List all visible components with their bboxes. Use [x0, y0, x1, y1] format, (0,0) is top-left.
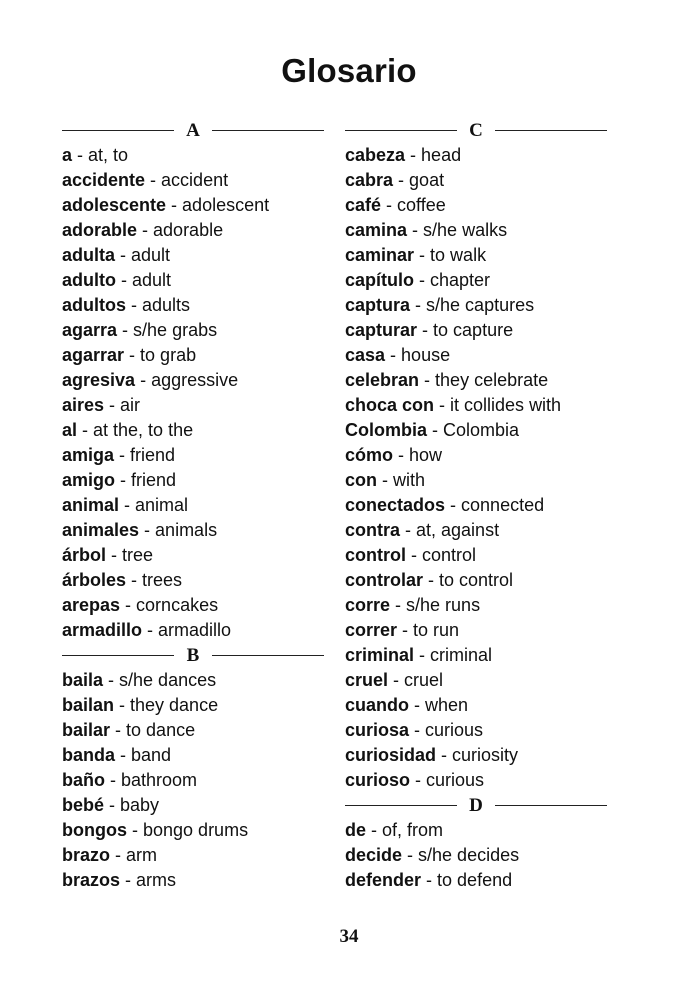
glossary-entry — [62, 718, 324, 743]
entry-definition: connected — [461, 495, 545, 515]
glossary-entry — [345, 768, 607, 793]
entry-separator: - — [166, 195, 183, 215]
glossary-entry — [62, 743, 324, 768]
entry-separator: - — [414, 645, 431, 665]
entry-definition: at, to — [88, 145, 129, 165]
entry-term: cruel — [345, 670, 389, 690]
entry-term: corre — [345, 595, 391, 615]
entry-definition: curious — [426, 770, 485, 790]
entry-term: adolescente — [62, 195, 167, 215]
entry-definition: criminal — [430, 645, 493, 665]
glossary-entry — [62, 493, 324, 518]
entry-definition: house — [401, 345, 451, 365]
entry-term: capítulo — [345, 270, 415, 290]
entry-definition: adult — [132, 270, 172, 290]
entry-separator: - — [409, 720, 426, 740]
glossary-entry — [345, 243, 607, 268]
glossary-entry — [62, 418, 324, 443]
entry-separator: - — [119, 495, 136, 515]
entry-separator: - — [381, 195, 398, 215]
entry-definition: how — [409, 445, 443, 465]
glossary-entry — [345, 868, 607, 893]
entry-term: agarrar — [62, 345, 125, 365]
entry-separator: - — [421, 870, 438, 890]
entry-term: capturar — [345, 320, 418, 340]
entry-definition: chapter — [430, 270, 491, 290]
entry-term: criminal — [345, 645, 415, 665]
glossary-entry — [62, 543, 324, 568]
section-rule — [212, 655, 324, 656]
glossary-entry — [345, 618, 607, 643]
glossary-entry — [62, 768, 324, 793]
section-rule — [62, 655, 174, 656]
entry-separator: - — [427, 420, 444, 440]
entry-term: correr — [345, 620, 398, 640]
entry-separator: - — [106, 545, 123, 565]
glossary-entry — [62, 468, 324, 493]
entry-separator: - — [103, 670, 120, 690]
glossary-entry — [62, 818, 324, 843]
entry-definition: bongo drums — [143, 820, 249, 840]
entry-separator: - — [393, 445, 410, 465]
glossary-column-right — [345, 118, 607, 893]
entry-term: animales — [62, 520, 140, 540]
section-rule — [62, 130, 174, 131]
entry-term: árbol — [62, 545, 107, 565]
glossary-entry — [345, 418, 607, 443]
glossary-column-left — [62, 118, 324, 893]
entry-separator: - — [115, 745, 132, 765]
glossary-entry — [345, 268, 607, 293]
entry-definition: they celebrate — [435, 370, 549, 390]
entry-term: agresiva — [62, 370, 136, 390]
entry-definition: Colombia — [443, 420, 520, 440]
entry-term: animal — [62, 495, 120, 515]
entry-separator: - — [436, 745, 453, 765]
entry-definition: arm — [126, 845, 158, 865]
entry-separator: - — [142, 620, 159, 640]
entry-definition: band — [131, 745, 172, 765]
entry-definition: adorable — [153, 220, 224, 240]
glossary-entry — [345, 368, 607, 393]
glossary-entry — [345, 593, 607, 618]
glossary-entry — [62, 868, 324, 893]
glossary-entry — [62, 393, 324, 418]
entry-separator: - — [414, 245, 431, 265]
section-rule — [495, 130, 607, 131]
entry-definition: s/he walks — [423, 220, 508, 240]
entry-separator: - — [390, 595, 407, 615]
entry-term: a — [62, 145, 73, 165]
entry-term: accidente — [62, 170, 146, 190]
glossary-entry — [345, 218, 607, 243]
entry-term: curiosa — [345, 720, 410, 740]
entry-term: cabra — [345, 170, 394, 190]
entry-definition: animal — [135, 495, 189, 515]
entry-term: cabeza — [345, 145, 406, 165]
entry-term: Colombia — [345, 420, 428, 440]
glossary-entry — [345, 393, 607, 418]
entry-term: aires — [62, 395, 105, 415]
entry-definition: s/he captures — [426, 295, 535, 315]
entry-term: baila — [62, 670, 104, 690]
glossary-entry — [345, 743, 607, 768]
entry-term: bebé — [62, 795, 105, 815]
glossary-entry — [62, 193, 324, 218]
section-header-b — [62, 643, 324, 668]
entry-term: árboles — [62, 570, 127, 590]
entry-term: caminar — [345, 245, 415, 265]
glossary-entry — [345, 543, 607, 568]
entry-separator: - — [120, 870, 137, 890]
entry-separator: - — [377, 470, 394, 490]
entry-separator: - — [393, 170, 410, 190]
entry-term: con — [345, 470, 378, 490]
entry-definition: trees — [142, 570, 183, 590]
glossary-entry — [345, 318, 607, 343]
entry-definition: when — [425, 695, 469, 715]
entry-definition: of, from — [382, 820, 444, 840]
entry-separator: - — [417, 320, 434, 340]
glossary-entry — [345, 193, 607, 218]
glossary-entry — [345, 693, 607, 718]
glossary-entry — [345, 718, 607, 743]
entry-term: agarra — [62, 320, 118, 340]
entry-separator: - — [116, 270, 132, 290]
entry-term: curioso — [345, 770, 411, 790]
entry-separator: - — [120, 595, 137, 615]
entry-term: defender — [345, 870, 422, 890]
entry-term: control — [345, 545, 406, 565]
glossary-entry — [62, 318, 324, 343]
glossary-entry — [62, 168, 324, 193]
entry-definition: to run — [413, 620, 460, 640]
entry-separator: - — [366, 820, 383, 840]
entry-definition: adolescent — [182, 195, 270, 215]
entry-separator: - — [410, 295, 427, 315]
glossary-entry — [345, 818, 607, 843]
entry-definition: friend — [130, 445, 176, 465]
section-rule — [345, 130, 457, 131]
entry-term: curiosidad — [345, 745, 437, 765]
glossary-entry — [345, 343, 607, 368]
section-header-c — [345, 118, 607, 143]
entry-term: baño — [62, 770, 105, 790]
entry-separator: - — [434, 395, 451, 415]
entry-term: celebran — [345, 370, 420, 390]
glossary-entry — [345, 668, 607, 693]
section-rule — [212, 130, 324, 131]
glossary-entry — [345, 568, 607, 593]
entry-definition: to control — [439, 570, 514, 590]
entry-term: decide — [345, 845, 403, 865]
glossary-entry — [62, 568, 324, 593]
entry-separator: - — [110, 720, 127, 740]
entry-definition: friend — [131, 470, 177, 490]
entry-definition: to capture — [433, 320, 514, 340]
glossary-entry — [62, 668, 324, 693]
entry-definition: accident — [161, 170, 229, 190]
glossary-entry — [62, 218, 324, 243]
entry-definition: s/he runs — [406, 595, 481, 615]
entry-definition: control — [422, 545, 477, 565]
glossary-entry — [62, 593, 324, 618]
section-letter: B — [186, 644, 200, 666]
section-letter: D — [469, 794, 483, 816]
entry-term: captura — [345, 295, 411, 315]
glossary-entry — [345, 468, 607, 493]
entry-definition: corncakes — [136, 595, 219, 615]
entry-term: bongos — [62, 820, 127, 840]
entry-definition: at the, to the — [93, 420, 194, 440]
entry-definition: head — [421, 145, 462, 165]
entry-definition: coffee — [397, 195, 446, 215]
entry-term: de — [345, 820, 367, 840]
entry-term: al — [62, 420, 78, 440]
entry-term: conectados — [345, 495, 446, 515]
entry-separator: - — [126, 570, 143, 590]
entry-term: arepas — [62, 595, 121, 615]
page-number: 34 — [339, 926, 359, 947]
glossary-entry — [345, 293, 607, 318]
entry-definition: aggressive — [151, 370, 239, 390]
page-title: Glosario — [281, 52, 417, 89]
entry-separator: - — [409, 695, 426, 715]
entry-term: bailar — [62, 720, 111, 740]
entry-separator: - — [115, 470, 132, 490]
section-header-a — [62, 118, 324, 143]
entry-definition: to defend — [437, 870, 513, 890]
entry-definition: to walk — [430, 245, 487, 265]
entry-definition: arms — [136, 870, 177, 890]
entry-definition: bathroom — [121, 770, 198, 790]
entry-separator: - — [402, 845, 419, 865]
entry-separator: - — [135, 370, 152, 390]
section-header-d — [345, 793, 607, 818]
glossary-entry — [62, 843, 324, 868]
entry-term: controlar — [345, 570, 424, 590]
glossary-entry — [62, 143, 324, 168]
entry-separator: - — [423, 570, 440, 590]
entry-term: cómo — [345, 445, 394, 465]
entry-definition: to dance — [126, 720, 196, 740]
entry-term: casa — [345, 345, 386, 365]
glossary-entry — [62, 343, 324, 368]
entry-definition: it collides with — [450, 395, 562, 415]
entry-separator: - — [115, 245, 132, 265]
entry-separator: - — [117, 320, 134, 340]
entry-definition: tree — [122, 545, 154, 565]
entry-definition: animals — [155, 520, 218, 540]
entry-separator: - — [110, 845, 127, 865]
entry-term: adulto — [62, 270, 116, 290]
glossary-entry — [345, 518, 607, 543]
entry-term: contra — [345, 520, 401, 540]
entry-separator: - — [410, 770, 427, 790]
glossary-entry — [62, 693, 324, 718]
glossary-entry — [62, 243, 324, 268]
entry-definition: curiosity — [452, 745, 519, 765]
glossary-entry — [62, 368, 324, 393]
section-letter: A — [186, 119, 200, 141]
entry-separator: - — [137, 220, 154, 240]
entry-term: bailan — [62, 695, 115, 715]
glossary-entry — [62, 793, 324, 818]
entry-separator: - — [400, 520, 417, 540]
entry-separator: - — [407, 220, 424, 240]
entry-definition: adult — [131, 245, 171, 265]
entry-separator: - — [139, 520, 156, 540]
entry-separator: - — [414, 270, 431, 290]
entry-term: armadillo — [62, 620, 143, 640]
entry-separator: - — [114, 445, 131, 465]
entry-term: café — [345, 195, 382, 215]
entry-definition: to grab — [140, 345, 197, 365]
entry-definition: s/he dances — [119, 670, 217, 690]
glossary-entry — [345, 843, 607, 868]
glossary-entry — [345, 493, 607, 518]
entry-separator: - — [419, 370, 436, 390]
entry-definition: s/he grabs — [133, 320, 218, 340]
section-rule — [495, 805, 607, 806]
entry-definition: curious — [425, 720, 484, 740]
section-letter: C — [469, 119, 483, 141]
glossary-entry — [62, 618, 324, 643]
entry-term: amiga — [62, 445, 115, 465]
entry-separator: - — [72, 145, 89, 165]
entry-term: adultos — [62, 295, 127, 315]
entry-separator: - — [385, 345, 402, 365]
glossary-entry — [345, 643, 607, 668]
entry-separator: - — [405, 145, 422, 165]
glossary-entry — [345, 168, 607, 193]
entry-separator: - — [127, 820, 143, 840]
entry-term: brazos — [62, 870, 121, 890]
entry-separator: - — [126, 295, 143, 315]
glossary-entry — [62, 293, 324, 318]
entry-definition: cruel — [404, 670, 444, 690]
glossary-entry — [62, 443, 324, 468]
entry-separator: - — [105, 770, 121, 790]
entry-term: adulta — [62, 245, 116, 265]
entry-definition: armadillo — [158, 620, 232, 640]
entry-separator: - — [77, 420, 94, 440]
entry-separator: - — [388, 670, 405, 690]
entry-definition: at, against — [416, 520, 500, 540]
entry-separator: - — [104, 795, 121, 815]
glossary-entry — [62, 518, 324, 543]
entry-term: brazo — [62, 845, 111, 865]
entry-term: camina — [345, 220, 408, 240]
glossary-entry — [345, 443, 607, 468]
entry-term: banda — [62, 745, 116, 765]
entry-term: cuando — [345, 695, 410, 715]
glossary-entry — [345, 143, 607, 168]
entry-definition: adults — [142, 295, 191, 315]
entry-separator: - — [114, 695, 131, 715]
entry-term: choca con — [345, 395, 435, 415]
entry-separator: - — [104, 395, 121, 415]
entry-separator: - — [445, 495, 462, 515]
entry-term: amigo — [62, 470, 116, 490]
entry-definition: air — [120, 395, 141, 415]
entry-definition: with — [393, 470, 426, 490]
entry-separator: - — [124, 345, 141, 365]
entry-definition: they dance — [130, 695, 219, 715]
entry-term: adorable — [62, 220, 138, 240]
entry-definition: goat — [409, 170, 445, 190]
entry-separator: - — [406, 545, 422, 565]
entry-definition: baby — [120, 795, 160, 815]
section-rule — [345, 805, 457, 806]
glossary-entry — [62, 268, 324, 293]
entry-separator: - — [145, 170, 162, 190]
entry-separator: - — [397, 620, 414, 640]
entry-definition: s/he decides — [418, 845, 520, 865]
